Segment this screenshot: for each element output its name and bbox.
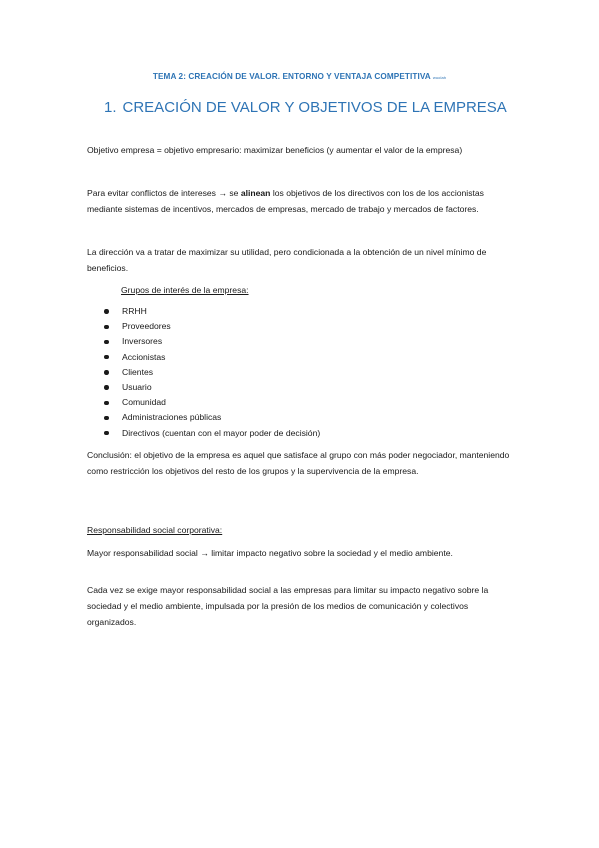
list-item-label: Proveedores [122, 321, 171, 332]
list-item [104, 304, 320, 319]
header-title-text: TEMA 2: CREACIÓN DE VALOR. ENTORNO Y VENTAJA COMPETITIVA [152, 72, 431, 81]
list-item [104, 365, 320, 380]
paragraph-objective: Objetivo empresa = objetivo empresario: maximizar beneficios (y aumentar el valor de la empresa) [87, 145, 463, 155]
list-item [104, 410, 320, 425]
groups-heading: Grupos de interés de la empresa: [121, 285, 249, 295]
list-item [104, 395, 320, 410]
list-item [104, 334, 320, 349]
bullet-icon [104, 401, 109, 406]
list-item [104, 426, 320, 441]
paragraph-conclusion: Conclusión: el objetivo de la empresa es aquel que satisface al grupo con más poder negociador, manteniendo como restricción los objetivos del resto de los grupos y la supervivencia de la empresa. [87, 450, 510, 476]
list-item-label: RRHH [122, 306, 147, 316]
section-number: 1. [104, 99, 117, 116]
list-item-label: Comunidad [122, 397, 166, 408]
groups-list [104, 304, 320, 441]
list-item [104, 380, 320, 395]
bullet-icon [104, 416, 109, 421]
list-item-label: Directivos (cuentan con el mayor poder de decisión) [122, 427, 321, 438]
section-heading [104, 99, 507, 116]
paragraph-conflicts-before: Para evitar conflictos de intereses → se [87, 188, 241, 198]
bullet-icon [104, 355, 109, 360]
paragraph-csr-summary: Mayor responsabilidad social → limitar impacto negativo sobre la sociedad y el medio ambiente. [87, 548, 453, 558]
paragraph-csr-detail: Cada vez se exige mayor responsabilidad social a las empresas para limitar su impacto negativo sobre la sociedad y el medio ambiente, impulsada por la presión de los medios de comunicación y colectivos organizados. [87, 585, 489, 627]
bullet-icon [104, 385, 109, 390]
bullet-icon [104, 431, 109, 436]
document-header [0, 72, 599, 81]
bullet-icon [104, 340, 109, 345]
list-item-label: Accionistas [122, 351, 166, 362]
paragraph-conflicts-bold: alinean [240, 188, 271, 198]
list-item-label: Usuario [122, 381, 152, 392]
list-item [104, 319, 320, 334]
csr-heading: Responsabilidad social corporativa: [87, 525, 223, 535]
bullet-icon [104, 309, 109, 314]
bullet-icon [104, 325, 109, 330]
bullet-icon [104, 370, 109, 375]
list-item-label: Administraciones públicas [122, 412, 222, 423]
paragraph-conflicts-after: los objetivos de los directivos con los de los accionistas mediante sistemas de incentivos, mercados de empresas, mercado de trabajo y mercados de factores. [87, 188, 484, 214]
header-tiny-suffix: wuolah [432, 75, 447, 80]
paragraph-conflicts [87, 185, 517, 217]
list-item [104, 350, 320, 365]
section-title: CREACIÓN DE VALOR Y OBJETIVOS DE LA EMPRESA [122, 99, 507, 116]
paragraph-direction: La dirección va a tratar de maximizar su utilidad, pero condicionada a la obtención de un nivel mínimo de beneficios. [87, 247, 487, 273]
list-item-label: Inversores [122, 336, 163, 347]
list-item-label: Clientes [122, 366, 154, 377]
